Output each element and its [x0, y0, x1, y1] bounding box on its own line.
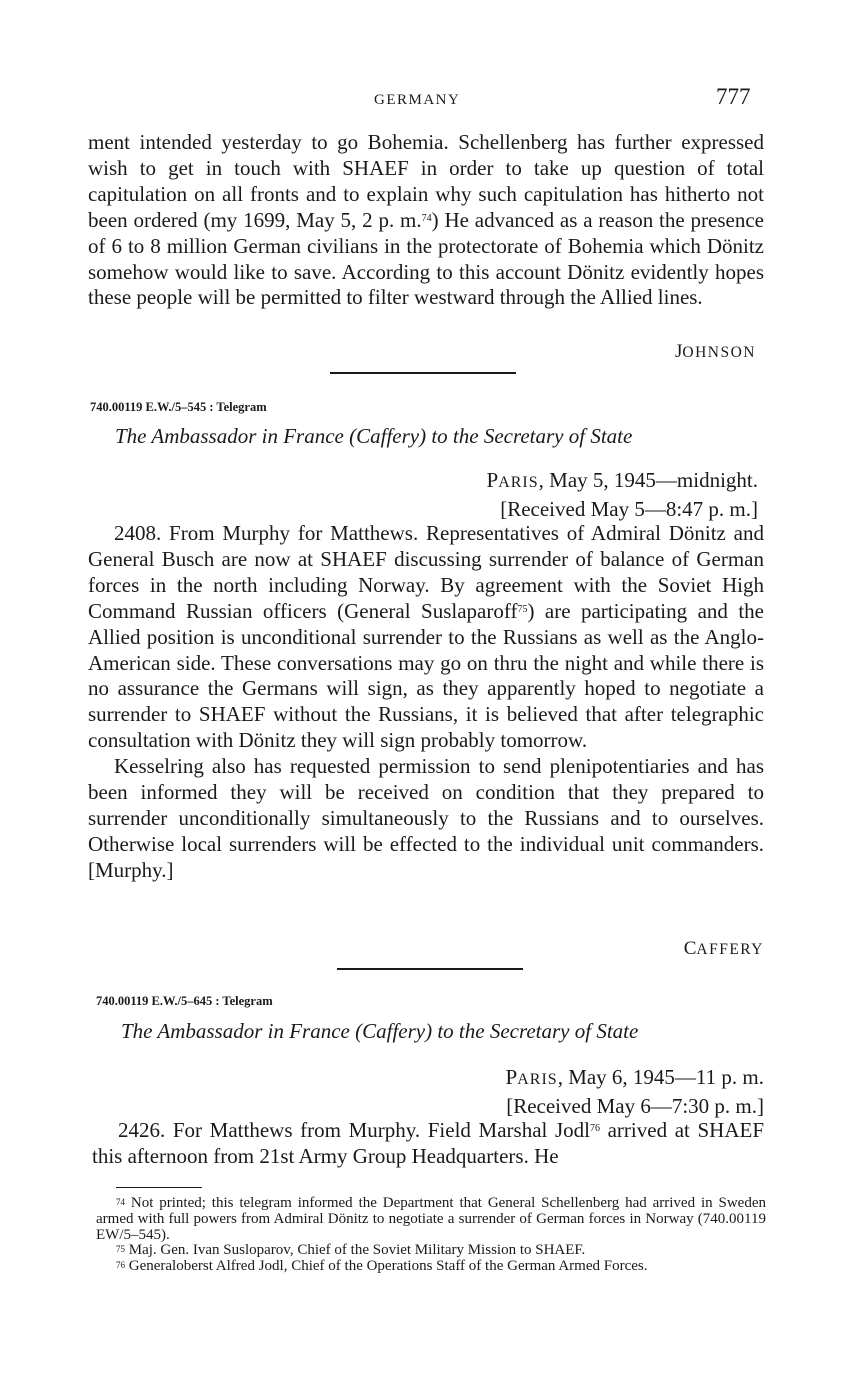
- footnote-text: Generaloberst Alfred Jodl, Chief of the Operations Staff of the German Armed Forces.: [128, 1258, 648, 1275]
- paragraph-2426-1-part2: arrived at SHAEF this afternoon from 21st Army Group Headquarters. He: [92, 1118, 764, 1168]
- document-heading-2426: The Ambassador in France (Caffery) to the Secretary of State: [121, 1019, 639, 1043]
- signature-caffery: [684, 938, 764, 960]
- file-reference-2426: 740.00119 E.W./5–645 : Telegram: [96, 994, 273, 1008]
- signature-caffery-text: CAFFERY: [683, 938, 764, 959]
- footnote-ref-75: 75: [517, 603, 528, 615]
- dateline-place: PARIS: [505, 1065, 558, 1089]
- footnote-text: Maj. Gen. Ivan Susloparov, Chief of the Soviet Military Mission to SHAEF.: [128, 1242, 586, 1259]
- dateline-block-2408: [258, 467, 758, 522]
- dateline-block-2426: [264, 1064, 764, 1119]
- footnote-75: [96, 1243, 766, 1259]
- footnote-76: [96, 1259, 766, 1275]
- continued-text-part2: ) He advanced as a reason the presence of 6 to 8 million German civilians in the protectorate of Bohemia which Dönitz somehow would like to save. According to this account Dönitz evidently hopes these people will be permitted to filter westward through the Allied lines.: [88, 207, 764, 310]
- continued-text-part1: ment intended yesterday to go Bohemia. Schellenberg has further expressed wish to get in touch with SHAEF in order to take up question of total capitulation on all fronts and to explain why such capitulation has hitherto not been ordered (my 1699, May 5, 2 p. m.: [88, 130, 764, 232]
- paragraph-2408-1: [88, 521, 764, 754]
- dateline-date: , May 6, 1945—11 p. m.: [557, 1065, 764, 1089]
- dateline-2426: [264, 1064, 764, 1093]
- paragraph-2408-1-part1: 2408. From Murphy for Matthews. Representatives of Admiral Dönitz and General Busch are now at SHAEF discussing surrender of balance of German forces in the north including Norway. By agreement with the Soviet High Command Russian officers (General Suslaparoff: [88, 521, 764, 623]
- paragraph-2408-2: Kesselring also has requested permission to send plenipotentiaries and has been informed they will be received on condition that they prepared to surrender unconditionally simultaneously to the Russians and to ourselves. Otherwise local surrenders will be effected to the individual unit commanders. [Murphy.]: [88, 754, 764, 882]
- file-reference-2408: 740.00119 E.W./5–545 : Telegram: [90, 400, 267, 414]
- section-divider-1: [330, 372, 516, 374]
- document-heading-2408: The Ambassador in France (Caffery) to the Secretary of State: [115, 424, 633, 448]
- running-title: GERMANY: [374, 92, 461, 108]
- paragraph-2426-1: [92, 1118, 764, 1170]
- signature-johnson: [675, 341, 756, 363]
- received-line-2408: [Received May 5—8:47 p. m.]: [500, 497, 758, 521]
- footnote-text: Not printed; this telegram informed the Department that General Schellenberg had arrived in Sweden armed with full powers from Admiral Dönitz to negotiate a surrender of German forces in Norway (740.00119 EW/5–545).: [96, 1195, 767, 1243]
- paragraph-2408-1-part2: ) are participating and the Allied position is unconditional surrender to the Russians as well as the Anglo-American side. These conversations may go on thru the night and while there is no assurance the Germans will sign, as they apparently hoped to negotiate a surrender to SHAEF without the Russians, it is believed that after telegraphic consultation with Dönitz they will sign probably tomorrow.: [88, 598, 764, 753]
- received-line-2426: [Received May 6—7:30 p. m.]: [506, 1094, 764, 1118]
- continued-telegram-body: [88, 130, 764, 311]
- footnote-ref-74: 74: [421, 212, 432, 224]
- dateline-place: PARIS: [486, 468, 539, 492]
- telegram-body-2426: [92, 1118, 764, 1170]
- footnotes: [96, 1196, 766, 1275]
- telegram-body-2408: [88, 521, 764, 884]
- footnote-num: 76: [116, 1260, 125, 1271]
- running-header: [0, 86, 856, 116]
- footnote-ref-76: 76: [589, 1123, 600, 1134]
- footnote-num: 74: [116, 1197, 125, 1207]
- paragraph-2426-1-part1: 2426. For Matthews from Murphy. Field Marshal Jodl: [118, 1118, 590, 1142]
- footnote-rule: [116, 1187, 202, 1188]
- signature-johnson-text: JOHNSON: [675, 341, 756, 362]
- dateline-date: , May 5, 1945—midnight.: [538, 468, 758, 492]
- section-divider-2: [337, 968, 523, 970]
- footnote-num: 75: [116, 1244, 125, 1255]
- footnote-74: [96, 1196, 766, 1243]
- page-number: 777: [716, 84, 751, 109]
- dateline-2408: [258, 467, 758, 496]
